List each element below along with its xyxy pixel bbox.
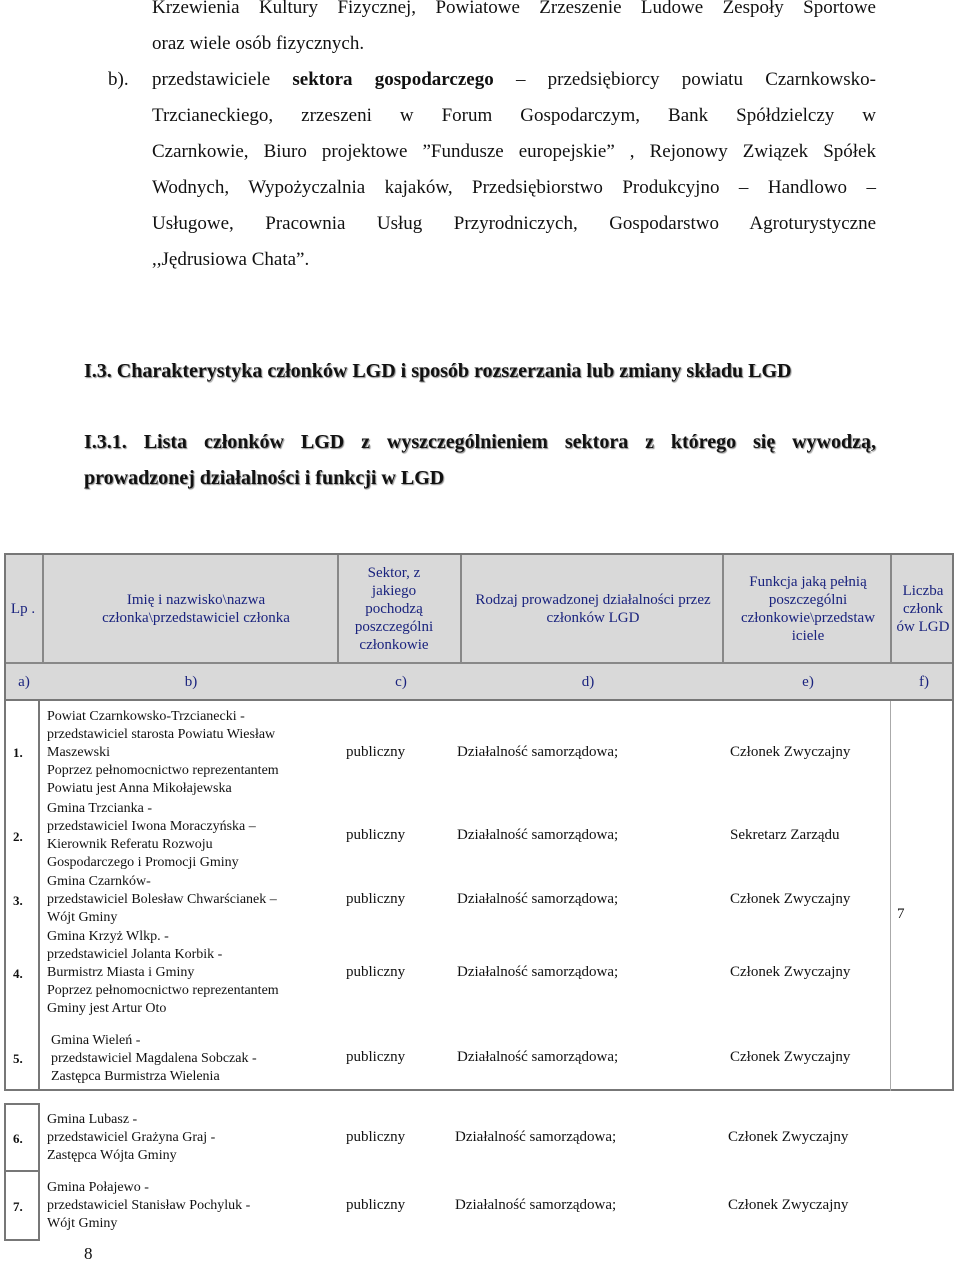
row-activity: Działalność samorządowa; <box>455 1129 617 1145</box>
row-name <box>47 800 256 872</box>
column-letter-c: c) <box>395 674 407 690</box>
row-sector: publiczny <box>346 964 406 980</box>
intro-line: Krzewienia Kultury Fizycznej, Powiatowe Zrzeszenie Ludowe Zespoły Sportowe <box>152 0 876 18</box>
page-number: 8 <box>84 1244 93 1263</box>
row-lp: 6. <box>13 1131 23 1146</box>
row-lp: 2. <box>13 829 23 844</box>
row-lp: 4. <box>13 966 23 981</box>
column-letter-f: f) <box>919 674 929 690</box>
header-count: Liczba członk ów LGD <box>896 582 950 635</box>
row-function: Członek Zwyczajny <box>728 1197 849 1213</box>
row-sector: publiczny <box>346 1129 406 1145</box>
name-line: przedstawiciel Stanisław Pochyluk - <box>47 1198 251 1213</box>
name-line: Burmistrz Miasta i Gminy <box>47 965 195 980</box>
row-sector: publiczny <box>346 744 406 760</box>
intro-continuation <box>152 0 876 62</box>
name-line: Gmina Lubasz - <box>47 1112 138 1127</box>
row-sector: publiczny <box>346 827 406 843</box>
name-line: Gmina Czarnków- <box>47 874 151 889</box>
section-b-line1-post: – przedsiębiorcy powiatu Czarnkowsko- <box>493 69 876 90</box>
table-header <box>4 553 954 701</box>
name-line: Gminy jest Artur Oto <box>47 1001 167 1016</box>
section-heading-1-3-1 <box>84 424 876 496</box>
name-line: Maszewski <box>47 745 110 760</box>
table-body-block <box>4 1103 40 1241</box>
row-lp: 5. <box>13 1051 23 1066</box>
member-count: 7 <box>897 906 905 922</box>
name-line: Gmina Krzyż Wlkp. - <box>47 929 169 944</box>
row-name <box>51 1032 257 1086</box>
name-line: Powiatu jest Anna Mikołajewska <box>47 781 232 796</box>
section-b-line <box>152 62 876 98</box>
row-function: Członek Zwyczajny <box>730 1049 851 1065</box>
name-line: Gmina Wieleń - <box>51 1033 141 1048</box>
row-name <box>47 1111 215 1165</box>
section-heading-1-3: I.3. Charakterystyka członków LGD i sposób rozszerzania lub zmiany składu LGD <box>84 360 792 382</box>
column-letter-e: e) <box>802 674 814 690</box>
section-b-line: ,,Jędrusiowa Chata”. <box>152 249 310 270</box>
name-line: Poprzez pełnomocnictwo reprezentantem <box>47 763 279 778</box>
name-line: Wójt Gminy <box>47 910 118 925</box>
section-b-line: Wodnych, Wypożyczalnia kajaków, Przedsiębiorstwo Produkcyjno – Handlowo – <box>152 177 876 198</box>
row-function: Członek Zwyczajny <box>730 744 851 760</box>
name-line: Gospodarczego i Promocji Gminy <box>47 855 239 870</box>
row-activity: Działalność samorządowa; <box>455 1197 617 1213</box>
row-function: Sekretarz Zarządu <box>730 827 840 843</box>
row-function: Członek Zwyczajny <box>730 964 851 980</box>
name-line: Kierownik Referatu Rozwoju <box>47 837 213 852</box>
section-b-line: Usługowe, Pracownia Usług Przyrodniczych, Gospodarstwo Agroturystyczne <box>152 213 876 234</box>
name-line: Zastępca Wójta Gminy <box>47 1148 177 1163</box>
section-b-paragraph <box>152 62 876 278</box>
section-b-line: Czarnkowie, Biuro projektowe ”Fundusze europejskie” , Rejonowy Związek Spółek <box>152 141 876 162</box>
header-function: Funkcja jaką pełnią poszczególni członkowie\przedstaw iciele <box>740 573 876 644</box>
section-b-line: Trzcianeckiego, zrzeszeni w Forum Gospodarczym, Bank Spółdzielczy w <box>152 105 876 126</box>
column-letter-b: b) <box>184 674 198 690</box>
name-line: Gmina Połajewo - <box>47 1180 149 1195</box>
row-function: Członek Zwyczajny <box>728 1129 849 1145</box>
row-lp: 1. <box>13 745 23 760</box>
name-line: Poprzez pełnomocnictwo reprezentantem <box>47 983 279 998</box>
header-sector: Sektor, z jakiego pochodzą poszczególni członkowie <box>354 564 434 653</box>
section-b-line1-pre: przedstawiciele <box>152 69 293 90</box>
name-line: przedstawiciel Iwona Moraczyńska – <box>47 819 256 834</box>
row-lp: 7. <box>13 1199 23 1214</box>
name-line: Powiat Czarnkowsko-Trzcianecki - <box>47 709 245 724</box>
sector-label: sektora gospodarczego <box>292 69 494 90</box>
header-lp: Lp . <box>10 600 36 617</box>
row-name <box>47 1179 250 1233</box>
row-activity: Działalność samorządowa; <box>457 891 619 907</box>
row-activity: Działalność samorządowa; <box>457 964 619 980</box>
name-line: Gmina Trzcianka - <box>47 801 152 816</box>
row-name <box>47 928 279 1018</box>
row-sector: publiczny <box>346 1197 406 1213</box>
row-function: Członek Zwyczajny <box>730 891 851 907</box>
row-activity: Działalność samorządowa; <box>457 744 619 760</box>
row-sector: publiczny <box>346 891 406 907</box>
header-activity: Rodzaj prowadzonej działalności przez członków LGD <box>475 591 711 626</box>
name-line: przedstawiciel Bolesław Chwarścianek – <box>47 892 277 907</box>
name-line: przedstawiciel Jolanta Korbik - <box>47 947 223 962</box>
column-letter-d: d) <box>581 674 595 690</box>
row-sector: publiczny <box>346 1049 406 1065</box>
name-line: przedstawiciel Grażyna Graj - <box>47 1130 216 1145</box>
column-letter-a: a) <box>18 674 30 690</box>
intro-line: oraz wiele osób fizycznych. <box>152 33 365 54</box>
name-line: przedstawiciel starosta Powiatu Wiesław <box>47 727 276 742</box>
header-name: Imię i nazwisko\nazwa członka\przedstawiciel członka <box>102 591 290 626</box>
row-activity: Działalność samorządowa; <box>457 827 619 843</box>
row-activity: Działalność samorządowa; <box>457 1049 619 1065</box>
row-name <box>47 708 279 798</box>
name-line: Zastępca Burmistrza Wielenia <box>51 1069 220 1084</box>
row-lp: 3. <box>13 893 23 908</box>
heading-line: prowadzonej działalności i funkcji w LGD <box>84 467 445 489</box>
heading-line: I.3.1. Lista członków LGD z wyszczególnieniem sektora z którego się wywodzą, <box>84 431 876 453</box>
row-name <box>47 873 277 927</box>
list-marker-b: b). <box>108 69 129 90</box>
name-line: Wójt Gminy <box>47 1216 118 1231</box>
name-line: przedstawiciel Magdalena Sobczak - <box>51 1051 257 1066</box>
